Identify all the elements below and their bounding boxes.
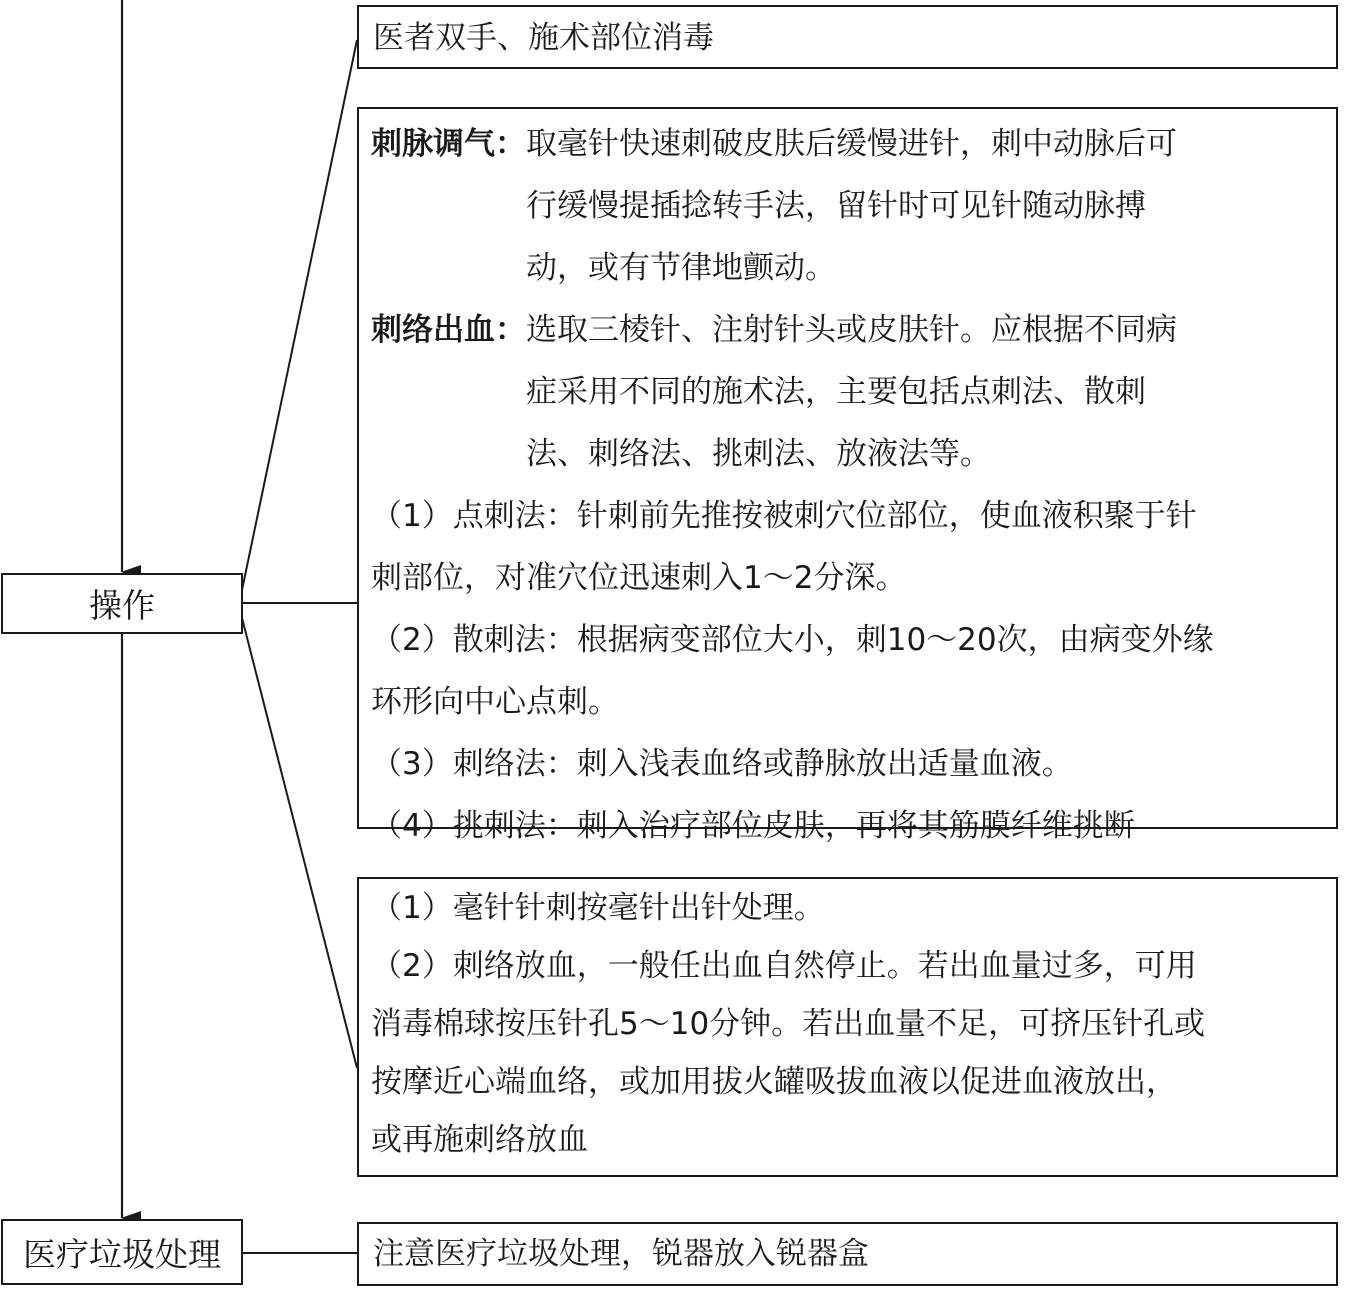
disinfect-text: 医者双手、施术部位消毒 — [373, 20, 714, 56]
technique-line: （2）散刺法：根据病变部位大小，刺10～20次，由病变外缘 — [371, 622, 1214, 658]
aftercare-box — [357, 877, 1338, 1177]
aftercare-line: 按摩近心端血络，或加用拔火罐吸拔血液以促进血液放出， — [371, 1064, 1177, 1100]
bleed-line: 症采用不同的施术法，主要包括点刺法、散刺 — [526, 374, 1146, 410]
bleed-method — [371, 299, 1322, 485]
aftercare-line: （1）毫针针刺按毫针出针处理。 — [371, 890, 825, 926]
line-operate-to-disinfect — [242, 40, 357, 590]
operate-node — [1, 573, 243, 634]
disinfect-box — [357, 5, 1338, 69]
waste-node — [1, 1219, 243, 1285]
technique-item-collateral — [371, 733, 1322, 795]
aftercare-line: 消毒棉球按压针孔5～10分钟。若出血量不足，可挤压针孔或 — [371, 1006, 1206, 1042]
technique-item-pick — [371, 795, 1322, 857]
pulse-term: 刺脉调气： — [371, 126, 526, 162]
technique-line: （3）刺络法：刺入浅表血络或静脉放出适量血液。 — [371, 746, 1073, 782]
bleed-definition — [526, 299, 1322, 485]
pulse-line: 动，或有节律地颤动。 — [526, 250, 836, 286]
technique-line: 刺部位，对准穴位迅速刺入1～2分深。 — [371, 560, 907, 596]
bleed-line: 选取三棱针、注射针头或皮肤针。应根据不同病 — [526, 312, 1177, 348]
technique-line: （1）点刺法：针刺前先推按被刺穴位部位，使血液积聚于针 — [371, 498, 1197, 534]
waste-note-box — [357, 1222, 1338, 1286]
technique-item-point — [371, 485, 1322, 609]
waste-note-text: 注意医疗垃圾处理，锐器放入锐器盒 — [373, 1236, 869, 1272]
pulse-method — [371, 113, 1322, 299]
technique-line: （4）挑刺法：刺入治疗部位皮肤，再将其筋膜纤维挑断 — [371, 808, 1135, 844]
technique-line: 环形向中心点刺。 — [371, 684, 619, 720]
waste-label: 医疗垃圾处理 — [23, 1234, 221, 1274]
aftercare-line: （2）刺络放血，一般任出血自然停止。若出血量过多，可用 — [371, 948, 1197, 984]
technique-item-scatter — [371, 609, 1322, 733]
methods-box — [357, 107, 1338, 844]
pulse-definition — [526, 113, 1322, 299]
pulse-line: 行缓慢提插捻转手法，留针时可见针随动脉搏 — [526, 188, 1146, 224]
operate-label: 操作 — [89, 586, 155, 625]
aftercare-line: 或再施刺络放血 — [371, 1122, 588, 1158]
bleed-line: 法、刺络法、挑刺法、放液法等。 — [526, 436, 991, 472]
pulse-line: 取毫针快速刺破皮肤后缓慢进针，刺中动脉后可 — [526, 126, 1177, 162]
bleed-term: 刺络出血： — [371, 312, 526, 348]
line-operate-to-after — [242, 618, 357, 1068]
